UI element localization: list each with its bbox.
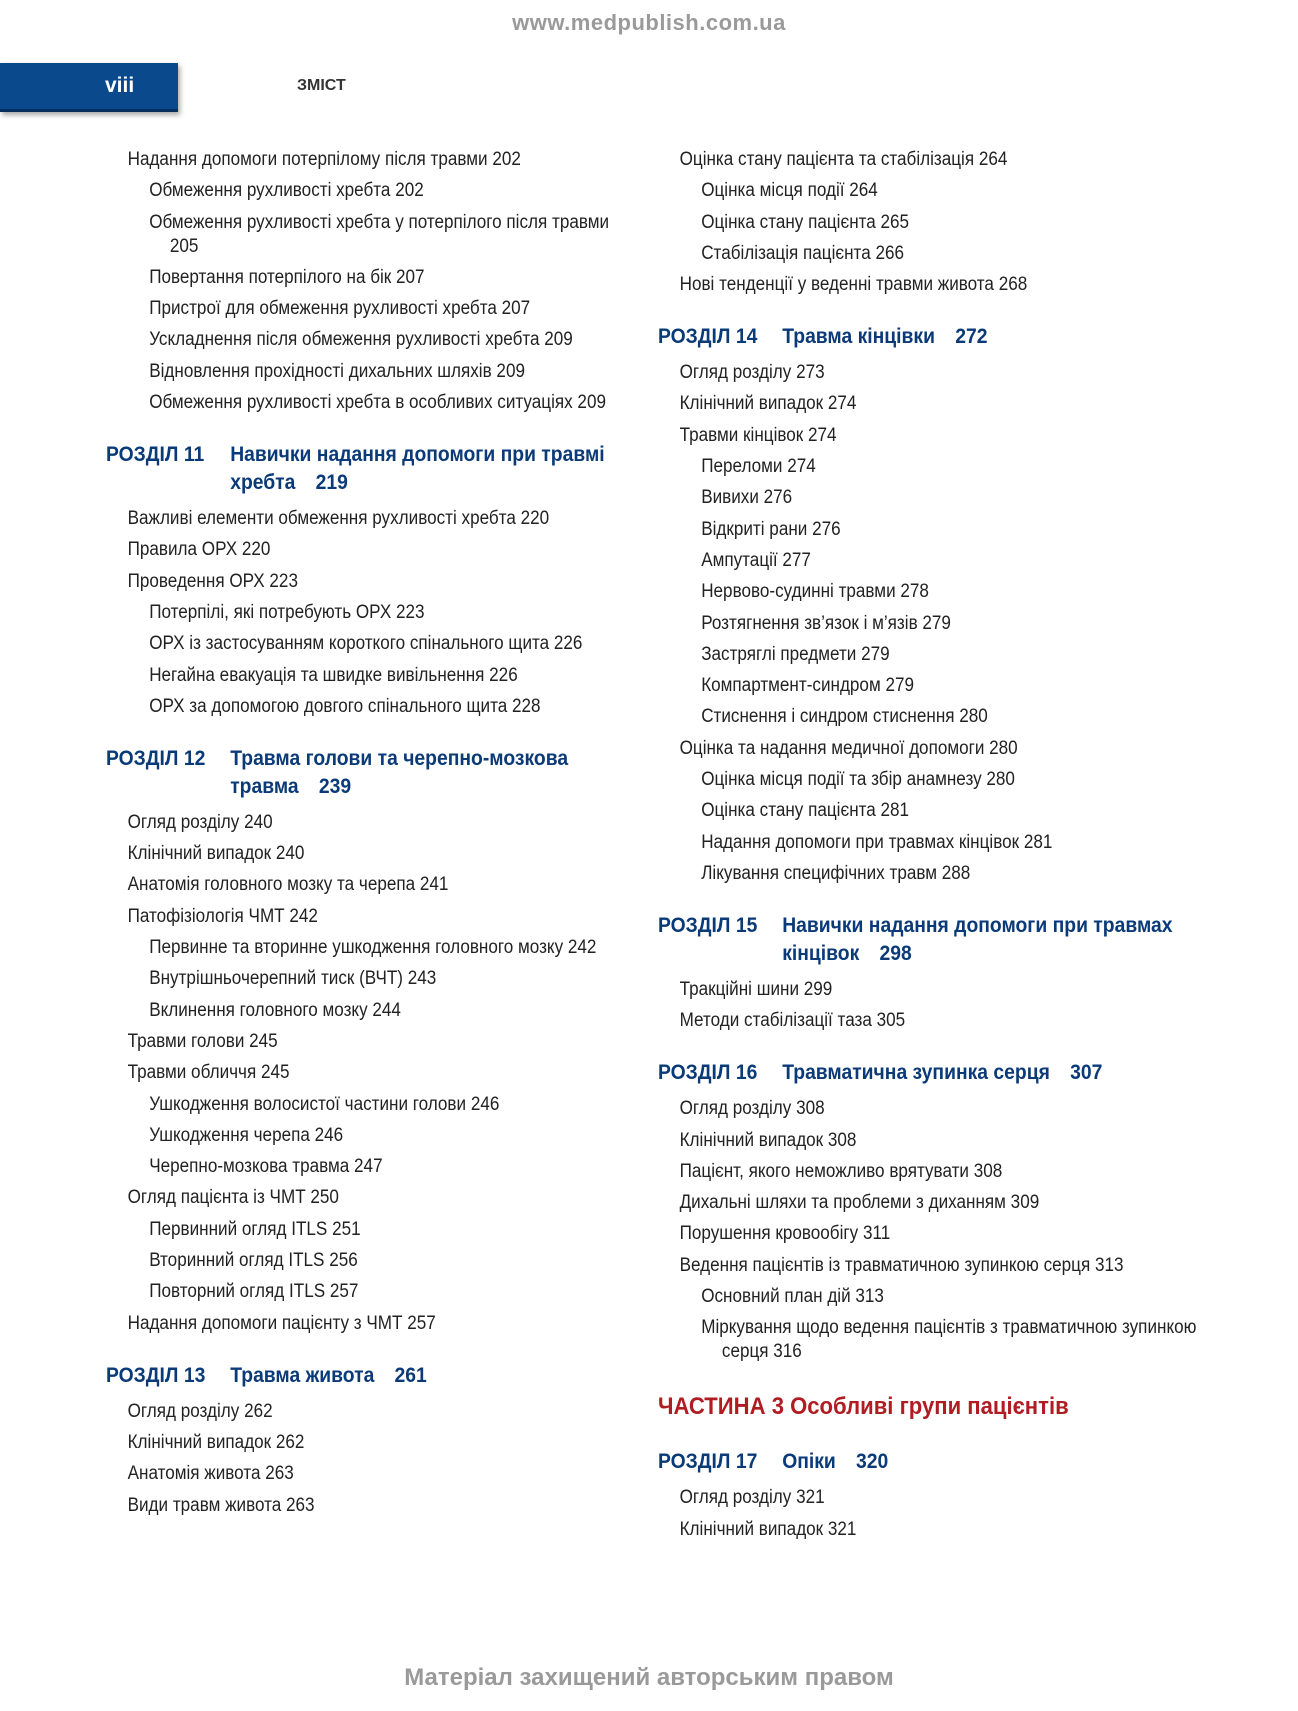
toc-subentry[interactable]: Обмеження рухливості хребта 202 <box>149 180 424 202</box>
section-heading[interactable] <box>658 323 1228 351</box>
section-heading[interactable] <box>658 1059 1228 1087</box>
toc-entry[interactable]: Анатомія живота 263 <box>127 1463 294 1485</box>
section-title: Навички надання допомоги при травмах кінцівок <box>782 913 1173 965</box>
toc-subentry[interactable]: Вклинення головного мозку 244 <box>149 999 401 1021</box>
toc-subentry[interactable]: Оцінка місця події та збір анамнезу 280 <box>701 769 1015 791</box>
watermark-bottom: Матеріал захищений авторським правом <box>404 1664 894 1691</box>
toc-subentry[interactable]: Відкриті рани 276 <box>701 518 841 540</box>
toc-entry[interactable]: Травми обличчя 245 <box>127 1062 290 1084</box>
toc-entry[interactable]: Ведення пацієнтів із травматичною зупинкою серця 313 <box>679 1254 1124 1276</box>
section-label: РОЗДІЛ 15 <box>658 913 758 937</box>
toc-entry[interactable]: Травми голови 245 <box>127 1030 278 1052</box>
toc-entry[interactable]: Клінічний випадок 321 <box>679 1518 857 1540</box>
section-label: РОЗДІЛ 11 <box>106 443 205 467</box>
toc-subentry[interactable]: ОРХ із застосуванням короткого спінального щита 226 <box>149 633 583 655</box>
toc-subentry[interactable]: Нервово-судинні травми 278 <box>701 581 929 603</box>
toc-subentry[interactable]: Стиснення і синдром стиснення 280 <box>701 706 988 728</box>
section-page-number: 219 <box>315 471 348 495</box>
section-title: Травма живота <box>230 1363 375 1387</box>
section-title-wrap <box>782 912 1228 968</box>
toc-subentry[interactable]: Повторний огляд ITLS 257 <box>149 1281 359 1303</box>
toc-subentry[interactable]: Внутрішньочерепний тиск (ВЧТ) 243 <box>149 968 437 990</box>
section-title: Травматична зупинка серця <box>782 1061 1050 1085</box>
toc-subentry[interactable]: Переломи 274 <box>701 456 816 478</box>
toc-entry[interactable]: Огляд пацієнта із ЧМТ 250 <box>127 1187 339 1209</box>
toc-subentry[interactable]: Ускладнення після обмеження рухливості хребта 209 <box>149 329 573 351</box>
toc-subentry[interactable]: Міркування щодо ведення пацієнтів з травматичною зупинкою серця 316 <box>701 1317 1197 1363</box>
toc-subentry[interactable]: Ушкодження волосистої частини голови 246 <box>149 1093 500 1115</box>
toc-entry[interactable]: Методи стабілізації таза 305 <box>679 1010 906 1032</box>
toc-entry[interactable]: Надання допомоги потерпілому після травми 202 <box>127 149 521 170</box>
section-page-number: 239 <box>318 774 352 798</box>
toc-subentry[interactable]: Ампутації 277 <box>701 549 811 571</box>
toc-entry[interactable]: Огляд розділу 273 <box>679 362 825 384</box>
toc-entry[interactable]: Правила ОРХ 220 <box>127 539 271 561</box>
toc-entry[interactable]: Важливі елементи обмеження рухливості хребта 220 <box>127 508 550 530</box>
toc-subentry[interactable]: Компартмент-синдром 279 <box>701 675 914 697</box>
toc-entry[interactable]: Види травм живота 263 <box>127 1494 315 1516</box>
toc-subentry[interactable]: Негайна евакуація та швидке вивільнення 226 <box>149 664 518 686</box>
toc-entry[interactable]: Огляд розділу 308 <box>679 1098 825 1120</box>
toc-subentry[interactable]: Застряглі предмети 279 <box>701 643 890 665</box>
toc-subentry[interactable]: Оцінка стану пацієнта 265 <box>701 211 910 233</box>
section-heading[interactable] <box>106 745 621 801</box>
toc-subentry[interactable]: Ушкодження черепа 246 <box>149 1124 344 1146</box>
toc-subentry[interactable]: ОРХ за допомогою довгого спінального щита 228 <box>149 695 541 717</box>
section-title: Навички надання допомоги при травмі хребта <box>230 443 605 495</box>
section-label: РОЗДІЛ 13 <box>106 1363 206 1387</box>
toc-entry[interactable]: Огляд розділу 262 <box>127 1400 273 1422</box>
toc-left-column <box>106 148 666 1525</box>
toc-subentry[interactable]: Пристрої для обмеження рухливості хребта 207 <box>149 298 531 320</box>
section-title: Травма кінцівки <box>782 325 935 349</box>
section-title-wrap <box>782 1059 1228 1087</box>
section-page-number: 320 <box>856 1450 889 1474</box>
toc-subentry[interactable]: Первинне та вторинне ушкодження головного мозку 242 <box>149 937 597 959</box>
section-label: РОЗДІЛ 17 <box>658 1450 758 1474</box>
toc-right-column <box>658 148 1278 1549</box>
toc-subentry[interactable]: Оцінка місця події 264 <box>701 180 878 202</box>
toc-entry[interactable]: Порушення кровообігу 311 <box>679 1223 891 1245</box>
section-heading[interactable] <box>658 912 1228 968</box>
toc-entry[interactable]: Надання допомоги пацієнту з ЧМТ 257 <box>127 1312 436 1334</box>
toc-subentry[interactable]: Первинний огляд ITLS 251 <box>149 1218 361 1240</box>
toc-entry[interactable]: Оцінка та надання медичної допомоги 280 <box>679 737 1018 759</box>
section-title-wrap <box>782 323 1228 351</box>
toc-entry[interactable]: Патофізіологія ЧМТ 242 <box>127 905 318 927</box>
page-number: viii <box>105 74 135 97</box>
toc-entry[interactable]: Огляд розділу 240 <box>127 811 273 833</box>
toc-subentry[interactable]: Лікування специфічних травм 288 <box>701 862 971 884</box>
running-head: ЗМІСТ <box>297 77 346 94</box>
toc-subentry[interactable]: Потерпілі, які потребують ОРХ 223 <box>149 601 425 623</box>
toc-subentry[interactable]: Розтягнення зв’язок і м’язів 279 <box>701 612 951 634</box>
toc-subentry[interactable]: Відновлення прохідності дихальних шляхів 209 <box>149 360 525 382</box>
toc-entry[interactable]: Нові тенденції у веденні травми живота 268 <box>679 274 1028 296</box>
toc-subentry[interactable]: Обмеження рухливості хребта у потерпілого після травми 205 <box>149 211 610 257</box>
toc-entry[interactable]: Проведення ОРХ 223 <box>127 570 298 592</box>
section-heading[interactable] <box>106 441 621 497</box>
toc-entry[interactable]: Огляд розділу 321 <box>679 1487 825 1509</box>
toc-entry[interactable]: Тракційні шини 299 <box>679 978 833 1000</box>
section-title-wrap <box>230 441 621 497</box>
section-page-number: 298 <box>879 941 912 965</box>
toc-entry[interactable]: Клінічний випадок 274 <box>679 393 857 415</box>
watermark-top: www.medpublish.com.ua <box>512 10 786 35</box>
toc-subentry[interactable]: Надання допомоги при травмах кінцівок 281 <box>701 831 1053 853</box>
toc-subentry[interactable]: Основний план дій 313 <box>701 1286 884 1308</box>
section-page-number: 261 <box>394 1363 427 1387</box>
toc-entry[interactable]: Анатомія головного мозку та черепа 241 <box>127 874 449 896</box>
section-title-wrap <box>782 1448 1228 1476</box>
toc-entry[interactable]: Клінічний випадок 308 <box>679 1129 857 1151</box>
part-heading[interactable]: ЧАСТИНА 3 Особливі групи пацієнтів <box>658 1393 1069 1421</box>
toc-entry[interactable]: Клінічний випадок 240 <box>127 843 305 865</box>
toc-subentry[interactable]: Повертання потерпілого на бік 207 <box>149 266 425 288</box>
toc-subentry[interactable]: Вторинний огляд ITLS 256 <box>149 1250 358 1272</box>
toc-entry[interactable]: Пацієнт, якого неможливо врятувати 308 <box>679 1160 1003 1182</box>
section-page-number: 272 <box>955 325 988 349</box>
toc-subentry[interactable]: Оцінка стану пацієнта 281 <box>701 800 910 822</box>
section-label: РОЗДІЛ 12 <box>106 746 206 770</box>
section-heading[interactable] <box>658 1448 1228 1476</box>
section-title: Травма голови та черепно-мозкова травма <box>230 746 569 798</box>
section-title-wrap <box>230 1362 621 1390</box>
section-title-wrap <box>230 745 621 801</box>
toc-entry[interactable]: Клінічний випадок 262 <box>127 1431 305 1453</box>
section-heading[interactable] <box>106 1362 621 1390</box>
toc-subentry[interactable]: Черепно-мозкова травма 247 <box>149 1156 383 1178</box>
page-number-tab <box>0 63 178 112</box>
section-page-number: 307 <box>1070 1061 1103 1085</box>
toc-subentry[interactable]: Стабілізація пацієнта 266 <box>701 242 904 264</box>
section-title: Опіки <box>782 1450 836 1474</box>
toc-subentry[interactable]: Вивихи 276 <box>701 487 793 509</box>
section-label: РОЗДІЛ 16 <box>658 1061 758 1085</box>
toc-subentry[interactable]: Обмеження рухливості хребта в особливих ситуаціях 209 <box>149 392 606 414</box>
section-label: РОЗДІЛ 14 <box>658 325 758 349</box>
toc-entry[interactable]: Оцінка стану пацієнта та стабілізація 264 <box>679 149 1008 170</box>
toc-entry[interactable]: Дихальні шляхи та проблеми з диханням 309 <box>679 1192 1040 1214</box>
toc-entry[interactable]: Травми кінцівок 274 <box>679 424 837 446</box>
